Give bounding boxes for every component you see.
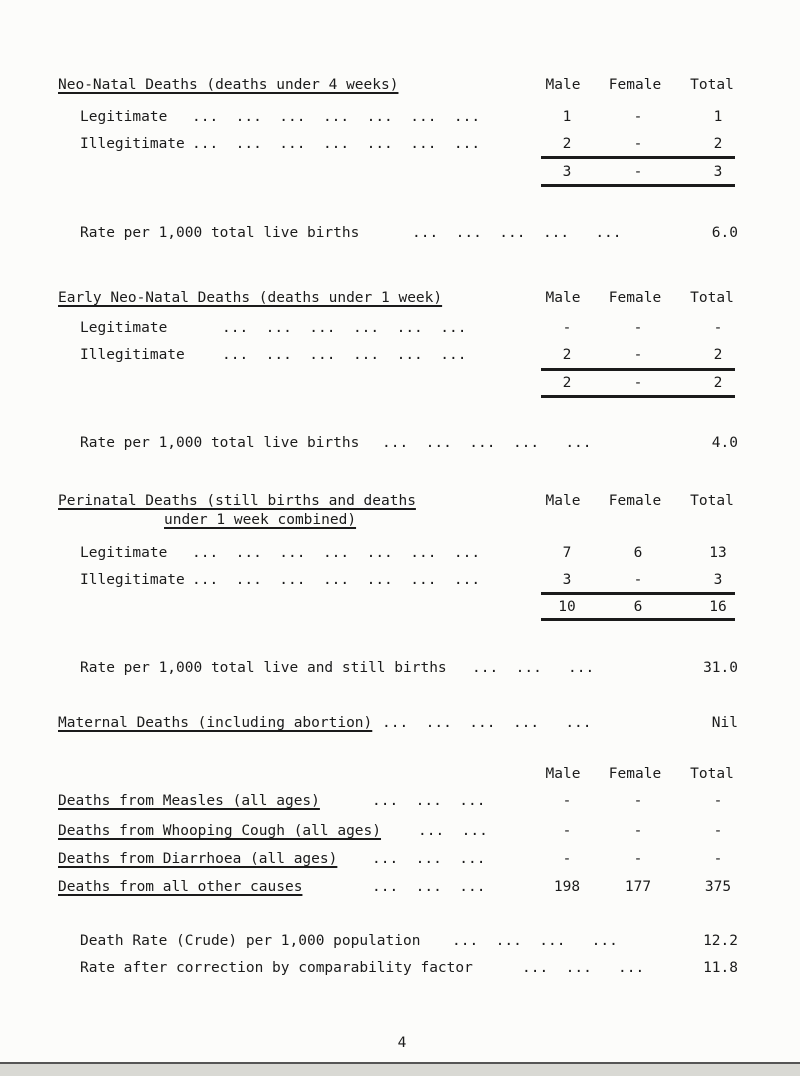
neo-rate-value: 6.0 xyxy=(711,225,738,241)
male-value: - xyxy=(562,793,572,809)
total-value: 1 xyxy=(713,109,723,125)
dot-leader: ... ... ... ... ... ... ... xyxy=(192,109,481,125)
subtotal-rule xyxy=(541,156,735,159)
total-value: 13 xyxy=(709,545,727,561)
rate-value: 12.2 xyxy=(703,933,738,949)
female-value: 177 xyxy=(624,879,652,895)
neo-male-header: Male xyxy=(545,77,581,93)
row-label: Illegitimate xyxy=(80,347,185,363)
row-label: Illegitimate xyxy=(80,136,185,152)
rate-value: 11.8 xyxy=(703,960,738,976)
dot-leader: ... ... ... ... ... ... xyxy=(222,320,467,336)
total-value: 2 xyxy=(713,136,723,152)
male-value: 3 xyxy=(562,572,572,588)
female-value: - xyxy=(633,109,643,125)
total-value: - xyxy=(713,793,723,809)
female-value: - xyxy=(633,572,643,588)
female-value: - xyxy=(633,793,643,809)
early-male-header: Male xyxy=(545,290,581,306)
rate-label: Rate after correction by comparability factor xyxy=(80,960,473,976)
neo-total-header: Total xyxy=(690,77,734,93)
male-value: 2 xyxy=(562,136,572,152)
row-label: Deaths from all other causes xyxy=(58,879,303,895)
perinatal-total-male: 10 xyxy=(558,599,576,615)
neo-natal-title: Neo-Natal Deaths (deaths under 4 weeks) xyxy=(58,77,399,93)
total-rule xyxy=(541,184,735,187)
female-value: - xyxy=(633,320,643,336)
dot-leader: ... ... ... xyxy=(372,851,486,867)
dot-leader: ... ... ... xyxy=(372,879,486,895)
perinatal-rate-label: Rate per 1,000 total live and still births xyxy=(80,660,447,676)
neo-total-total: 3 xyxy=(713,164,723,180)
dot-leader: ... ... ... ... ... xyxy=(412,225,622,241)
causes-total-header: Total xyxy=(690,766,734,782)
maternal-deaths-label: Maternal Deaths (including abortion) xyxy=(58,715,373,731)
early-female-header: Female xyxy=(608,290,662,306)
dot-leader: ... ... ... xyxy=(372,793,486,809)
maternal-deaths-value: Nil xyxy=(711,715,738,731)
female-value: 6 xyxy=(633,545,643,561)
total-value: 375 xyxy=(704,879,732,895)
perinatal-rate-value: 31.0 xyxy=(703,660,738,676)
early-total-male: 2 xyxy=(562,375,572,391)
female-value: - xyxy=(633,136,643,152)
perinatal-title-line2: under 1 week combined) xyxy=(164,512,357,528)
row-label: Deaths from Measles (all ages) xyxy=(58,793,320,809)
causes-male-header: Male xyxy=(545,766,581,782)
total-value: 2 xyxy=(713,347,723,363)
perinatal-title: Perinatal Deaths (still births and deaths xyxy=(58,493,416,509)
female-value: - xyxy=(633,851,643,867)
male-value: 2 xyxy=(562,347,572,363)
rate-label: Death Rate (Crude) per 1,000 population xyxy=(80,933,421,949)
male-value: 1 xyxy=(562,109,572,125)
neo-rate-label: Rate per 1,000 total live births xyxy=(80,225,360,241)
neo-total-female: - xyxy=(633,164,643,180)
row-label: Deaths from Whooping Cough (all ages) xyxy=(58,823,382,839)
dot-leader: ... ... ... ... ... ... ... xyxy=(192,545,481,561)
total-value: - xyxy=(713,823,723,839)
dot-leader: ... ... ... ... ... ... xyxy=(222,347,467,363)
perinatal-total-female: 6 xyxy=(633,599,643,615)
dot-leader: ... ... ... ... ... ... ... xyxy=(192,136,481,152)
perinatal-total-header: Total xyxy=(690,493,734,509)
female-value: - xyxy=(633,823,643,839)
male-value: 198 xyxy=(553,879,581,895)
perinatal-total-total: 16 xyxy=(709,599,727,615)
early-rate-label: Rate per 1,000 total live births xyxy=(80,435,360,451)
row-label: Legitimate xyxy=(80,109,168,125)
male-value: - xyxy=(562,851,572,867)
male-value: - xyxy=(562,823,572,839)
total-value: - xyxy=(713,851,723,867)
dot-leader: ... ... ... ... xyxy=(452,933,618,949)
subtotal-rule xyxy=(541,368,735,371)
row-label: Legitimate xyxy=(80,545,168,561)
total-value: 3 xyxy=(713,572,723,588)
dot-leader: ... ... ... xyxy=(472,660,595,676)
early-total-header: Total xyxy=(690,290,734,306)
dot-leader: ... ... ... xyxy=(522,960,645,976)
dot-leader: ... ... ... ... ... xyxy=(382,435,592,451)
page-number: 4 xyxy=(397,1035,407,1051)
total-value: - xyxy=(713,320,723,336)
perinatal-female-header: Female xyxy=(608,493,662,509)
dot-leader: ... ... ... ... ... ... ... xyxy=(192,572,481,588)
early-total-total: 2 xyxy=(713,375,723,391)
total-rule xyxy=(541,395,735,398)
male-value: 7 xyxy=(562,545,572,561)
female-value: - xyxy=(633,347,643,363)
row-label: Illegitimate xyxy=(80,572,185,588)
perinatal-male-header: Male xyxy=(545,493,581,509)
neo-female-header: Female xyxy=(608,77,662,93)
row-label: Legitimate xyxy=(80,320,168,336)
dot-leader: ... ... xyxy=(418,823,488,839)
early-total-female: - xyxy=(633,375,643,391)
subtotal-rule xyxy=(541,592,735,595)
neo-total-male: 3 xyxy=(562,164,572,180)
early-neo-natal-title: Early Neo-Natal Deaths (deaths under 1 week) xyxy=(58,290,443,306)
total-rule xyxy=(541,618,735,621)
male-value: - xyxy=(562,320,572,336)
dot-leader: ... ... ... ... ... xyxy=(382,715,592,731)
early-rate-value: 4.0 xyxy=(711,435,738,451)
row-label: Deaths from Diarrhoea (all ages) xyxy=(58,851,338,867)
causes-female-header: Female xyxy=(608,766,662,782)
